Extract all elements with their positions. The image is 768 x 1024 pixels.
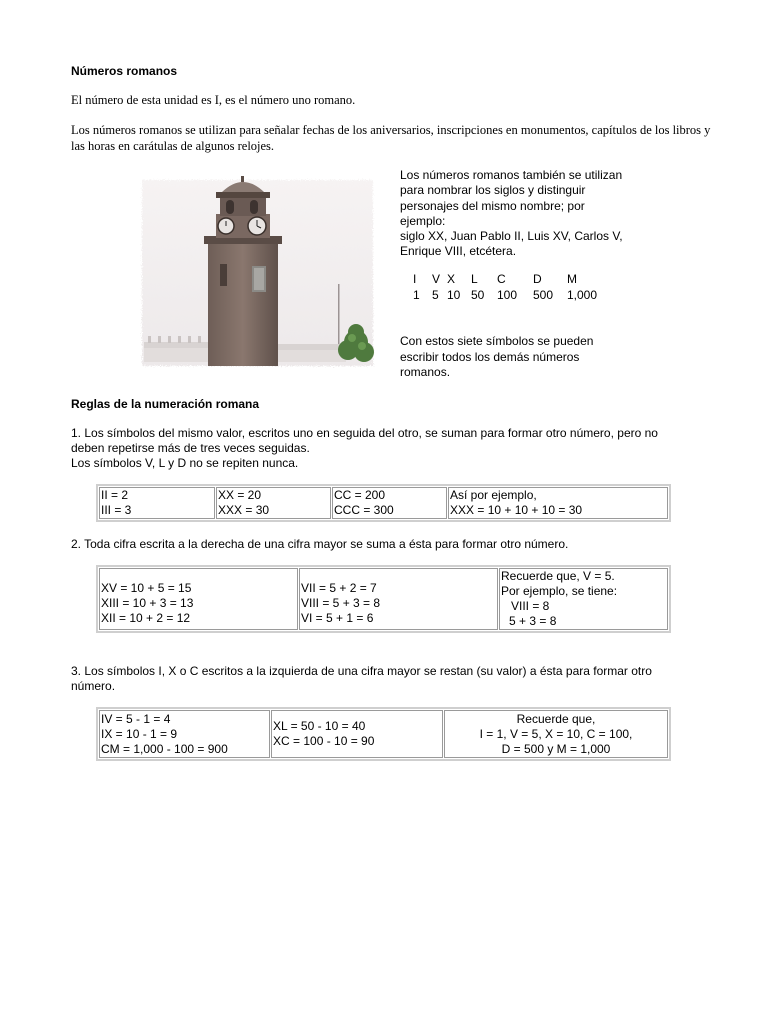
symbol-value: 500: [533, 288, 554, 302]
table-cell: [271, 710, 443, 758]
symbols-letters-row: [413, 272, 597, 288]
symbol-letter: L: [471, 272, 478, 286]
cell-line: CM = 1,000 - 100 = 900: [101, 741, 228, 756]
cell-line: VII = 5 + 2 = 7: [301, 580, 377, 595]
symbol-letter: D: [533, 272, 542, 286]
cell-line: VIII = 5 + 3 = 8: [301, 595, 381, 610]
symbol-value: 1,000: [567, 288, 598, 302]
closing-line: romanos.: [400, 365, 451, 379]
symbol-value: 10: [447, 288, 461, 302]
side-line: ejemplo:: [400, 213, 446, 228]
symbol-letter: M: [567, 272, 577, 286]
cell-line: CC = 200: [334, 488, 386, 502]
cell-line: VI = 5 + 1 = 6: [301, 610, 374, 625]
cell-line: VIII = 8: [511, 599, 550, 613]
cell-line: XL = 50 - 10 = 40: [273, 719, 366, 733]
symbol-letter: C: [497, 272, 506, 286]
symbol-letter: I: [413, 272, 417, 286]
rule-line: deben repetirse más de tres veces seguidas.: [71, 441, 310, 455]
symbol-letter: V: [432, 272, 441, 286]
table-cell: [216, 487, 331, 519]
rule-line: 3. Los símbolos I, X o C escritos a la izquierda de una cifra mayor se restan (su valor) a ésta para formar otro: [71, 664, 652, 678]
table-row: [99, 568, 668, 630]
intro-paragraph: El número de esta unidad es I, es el número uno romano.: [71, 93, 356, 107]
cell-line: Recuerde que, V = 5.: [501, 569, 615, 583]
symbol-value: 50: [471, 288, 485, 302]
closing-line: Con estos siete símbolos se pueden: [400, 334, 594, 348]
symbol-value: 5: [432, 288, 439, 302]
cell-line: 5 + 3 = 8: [509, 614, 557, 628]
cell-line: Por ejemplo, se tiene:: [501, 584, 618, 598]
cell-line: II = 2: [101, 488, 129, 502]
rule-2-text: [71, 537, 568, 552]
cell-line: XX = 20: [218, 488, 262, 502]
cell-line: D = 500 y M = 1,000: [501, 741, 611, 756]
cell-line: III = 3: [101, 503, 132, 517]
closing-line: escribir todos los demás números: [400, 349, 580, 364]
table-cell: [99, 568, 298, 630]
rules-heading: Reglas de la numeración romana: [71, 397, 260, 411]
symbols-values-row: [413, 288, 597, 304]
cell-line: IV = 5 - 1 = 4: [101, 711, 171, 726]
rule-line: 2. Toda cifra escrita a la derecha de una cifra mayor se suma a ésta para formar otro número.: [71, 537, 569, 551]
symbols-table: [413, 272, 597, 304]
cell-line: IX = 10 - 1 = 9: [101, 726, 178, 741]
cell-line: XII = 10 + 2 = 12: [101, 610, 191, 625]
page-title: Números romanos: [71, 64, 178, 78]
cell-line: CCC = 300: [334, 503, 394, 517]
table-cell: [299, 568, 498, 630]
cell-line: XV = 10 + 5 = 15: [101, 580, 192, 595]
cell-line: XXX = 30: [218, 503, 270, 517]
rule-3-text: [71, 664, 652, 694]
table-cell: [499, 568, 668, 630]
table-cell: [444, 710, 668, 758]
cell-line: I = 1, V = 5, X = 10, C = 100,: [479, 726, 633, 741]
side-line: para nombrar los siglos y distinguir: [400, 183, 586, 198]
symbol-value: 100: [497, 288, 518, 302]
side-line: Los números romanos también se utilizan: [400, 168, 623, 182]
side-paragraph: [400, 168, 640, 260]
cell-line: XIII = 10 + 3 = 13: [101, 595, 194, 610]
table-cell: [332, 487, 447, 519]
side-line: siglo XX, Juan Pablo II, Luis XV, Carlos V,: [400, 229, 623, 244]
table-row: [99, 487, 668, 519]
rule-line: número.: [71, 679, 116, 693]
rule-1-table: [96, 484, 671, 522]
rule-line: 1. Los símbolos del mismo valor, escritos uno en seguida del otro, se suman para formar otro número, pero no: [71, 426, 658, 440]
table-cell: [448, 487, 668, 519]
rule-1-text: [71, 426, 658, 471]
rule-2-table: [96, 565, 671, 633]
cell-line: XXX = 10 + 10 + 10 = 30: [450, 503, 583, 517]
rule-line: Los símbolos V, L y D no se repiten nunca.: [71, 456, 299, 470]
side-line: Enrique VIII, etcétera.: [400, 244, 517, 259]
symbol-letter: X: [447, 272, 456, 286]
rule-3-table: [96, 707, 671, 761]
cell-line: Recuerde que,: [516, 711, 596, 726]
uses-paragraph: Los números romanos se utilizan para señalar fechas de los aniversarios, inscripciones en monumentos, capítulos de los libros y las horas en carátulas de algunos relojes.: [71, 123, 711, 153]
closing-paragraph: [400, 334, 620, 381]
cell-line: XC = 100 - 10 = 90: [273, 734, 375, 748]
side-line: personajes del mismo nombre; por: [400, 198, 585, 213]
symbol-value: 1: [413, 288, 420, 302]
clock-tower-photo: [136, 174, 379, 372]
clock-tower-image: [136, 174, 379, 372]
cell-line: Así por ejemplo,: [450, 488, 537, 502]
table-cell: [99, 710, 270, 758]
table-cell: [99, 487, 215, 519]
table-row: [99, 710, 668, 758]
